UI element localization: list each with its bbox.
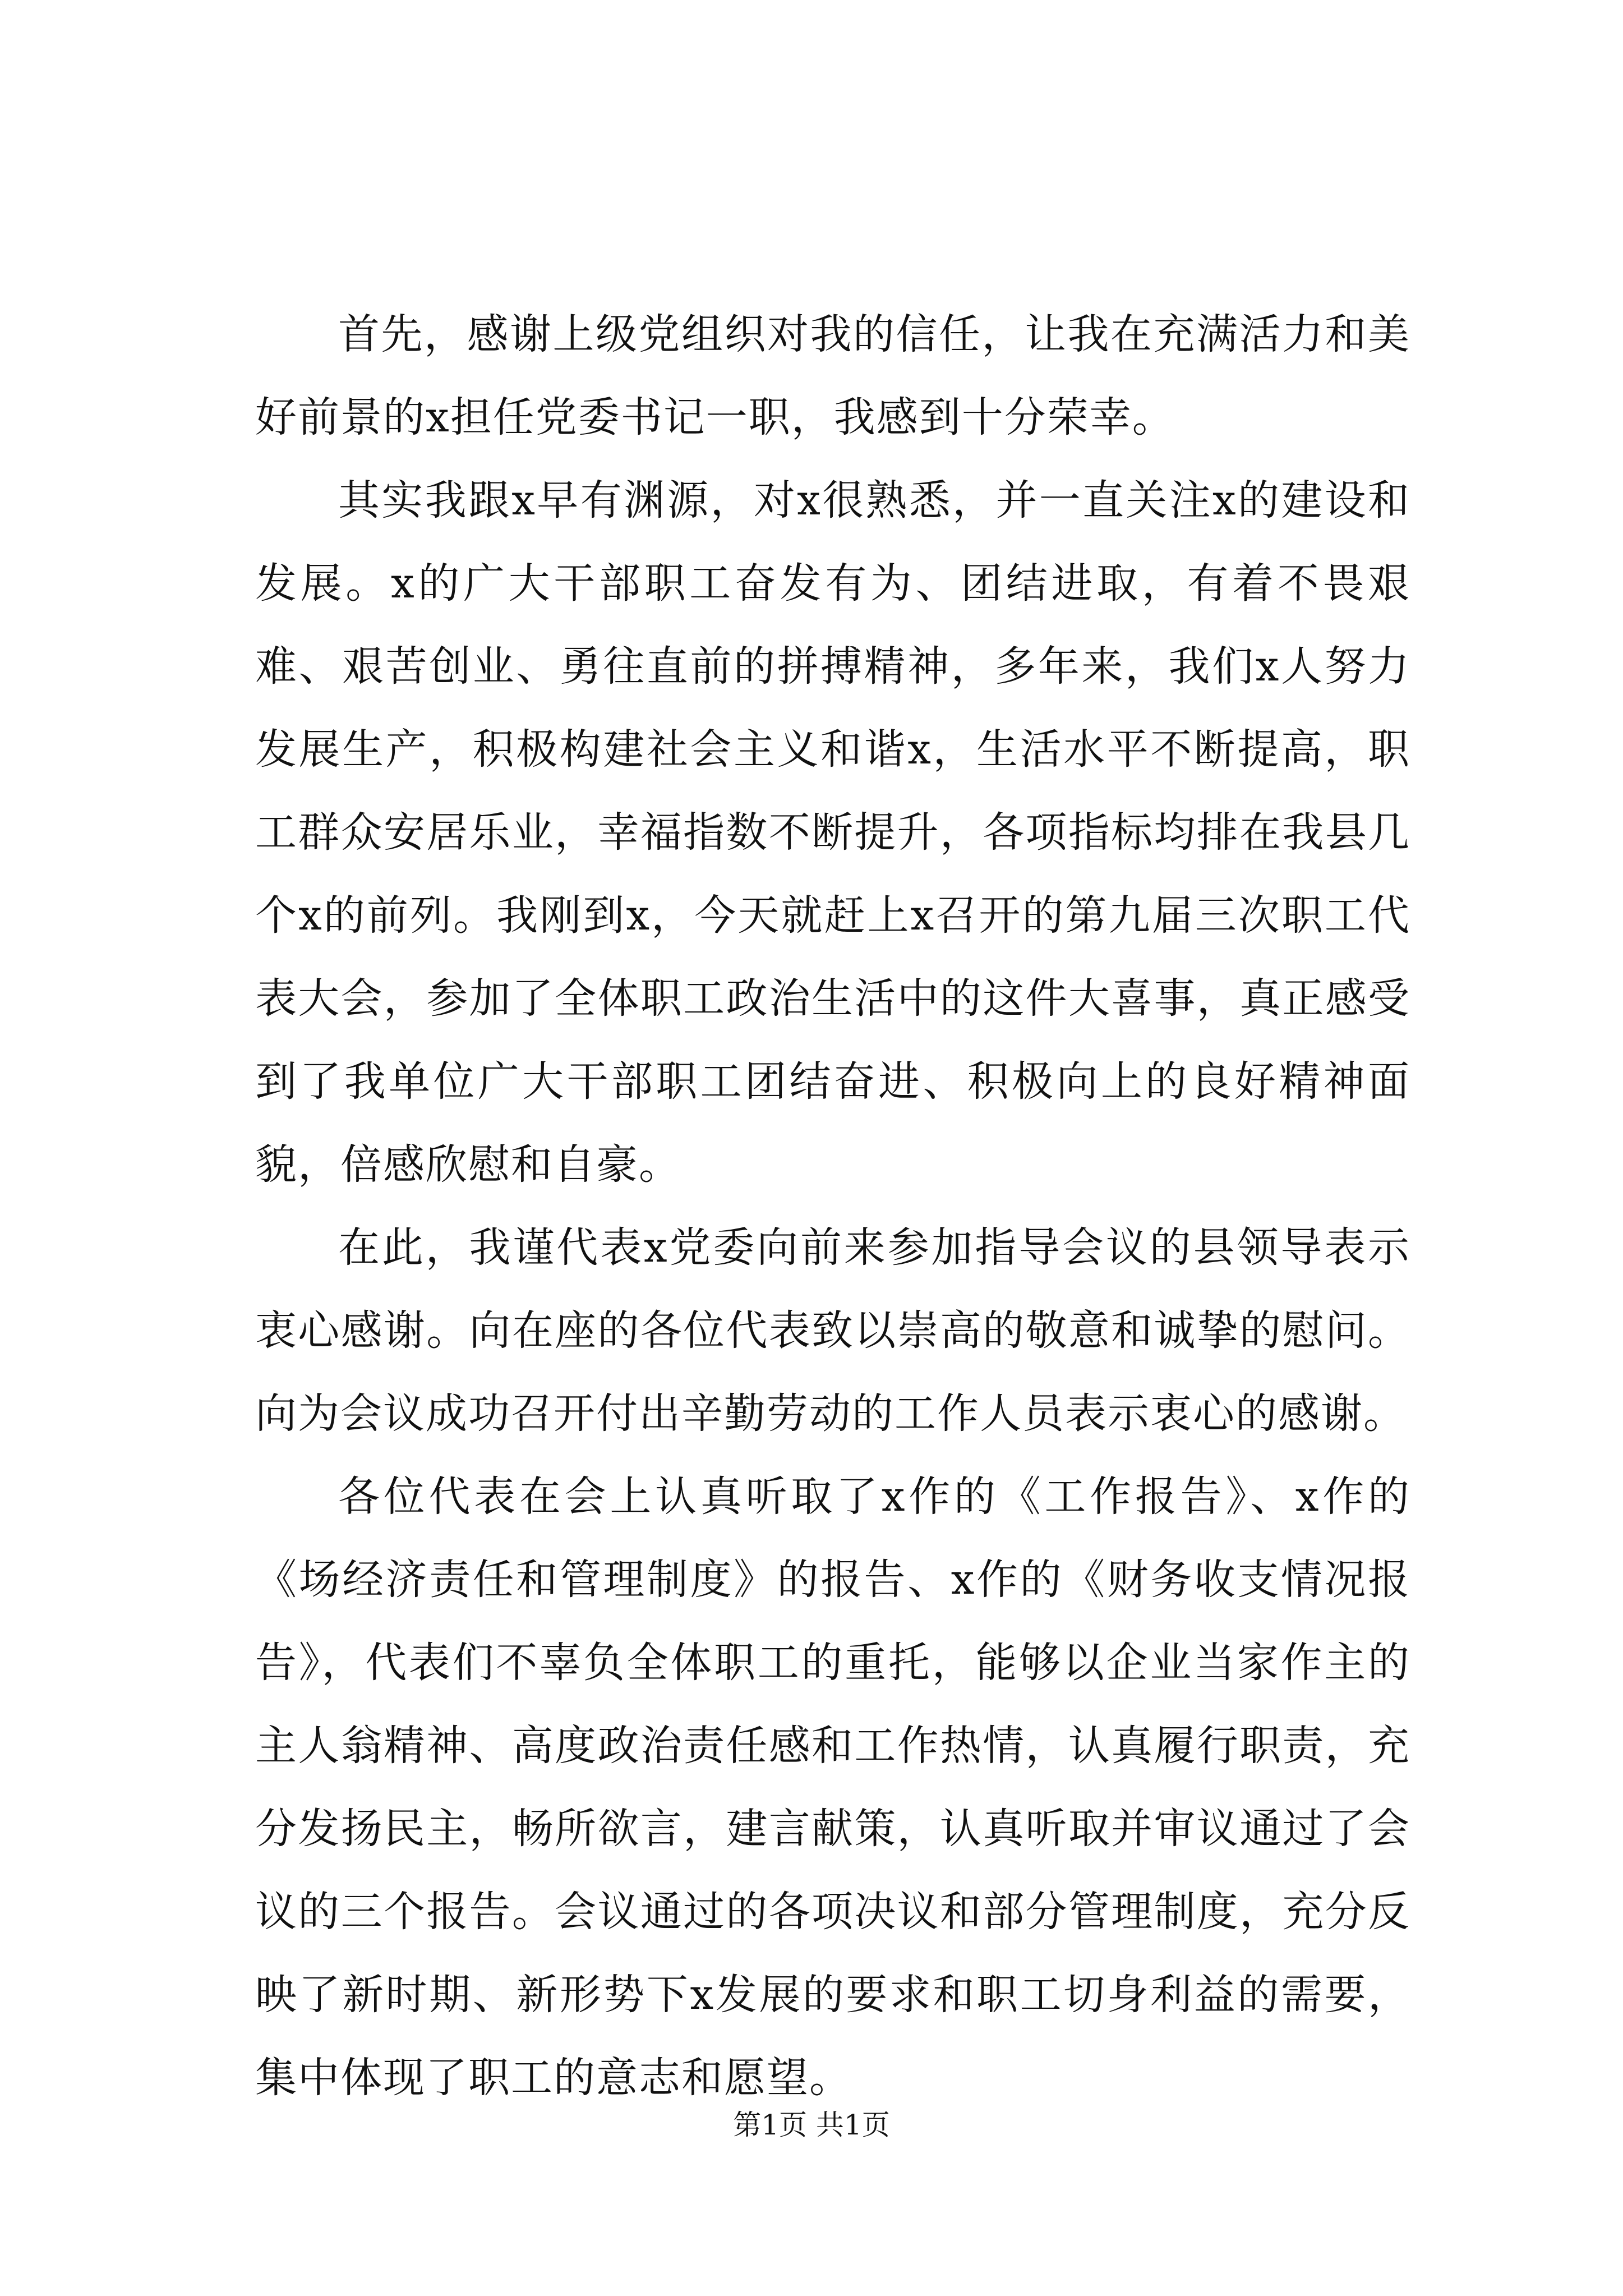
paragraph-4: 各位代表在会上认真听取了x作的《工作报告》、x作的《场经济责任和管理制度》的报告、x作的《财务收支情况报告》，代表们不辜负全体职工的重托，能够以企业当家作主的主人翁精神、高度政治责任感和工作热情，认真履行职责，充分发扬民主，畅所欲言，建言献策，认真听取并审议通过了会议的三个报告。会议通过的各项决议和部分管理制度，充分反映了新时期、新形势下x发展的要求和职工切身利益的需要，集中体现了职工的意志和愿望。 <box>255 1473 1410 2102</box>
paragraph-3: 在此，我谨代表x党委向前来参加指导会议的县领导表示衷心感谢。向在座的各位代表致以崇高的敬意和诚挚的慰问。向为会议成功召开付出辛勤劳动的工作人员表示衷心的感谢。 <box>255 1223 1410 1438</box>
page-footer: 第1页 共1页 <box>733 2109 890 2141</box>
paragraph-1: 首先，感谢上级党组织对我的信任，让我在充满活力和美好前景的x担任党委书记一职，我感到十分荣幸。 <box>255 310 1410 441</box>
paragraph-2: 其实我跟x早有渊源，对x很熟悉，并一直关注x的建设和发展。x的广大干部职工奋发有为、团结进取，有着不畏艰难、艰苦创业、勇往直前的拼搏精神，多年来，我们x人努力发展生产，积极构建社会主义和谐x，生活水平不断提高，职工群众安居乐业，幸福指数不断提升，各项指标均排在我县几个x的前列。我刚到x，今天就赶上x召开的第九届三次职工代表大会，参加了全体职工政治生活中的这件大喜事，真正感受到了我单位广大干部职工团结奋进、积极向上的良好精神面貌，倍感欣慰和自豪。 <box>255 476 1410 1189</box>
document-body <box>255 293 1410 2119</box>
